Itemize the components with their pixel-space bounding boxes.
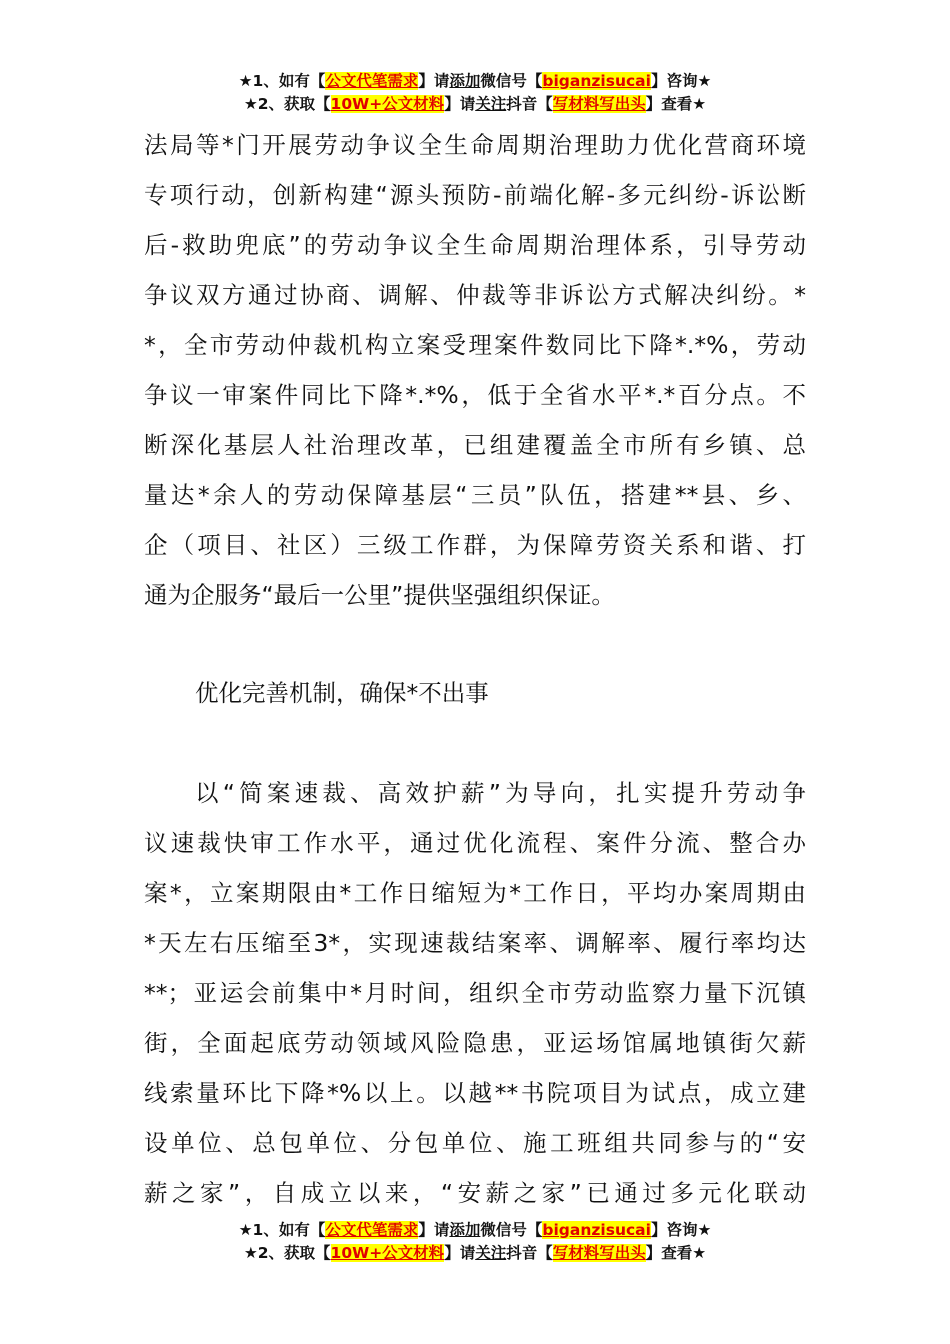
text-line: *，全市劳动仲裁机构立案受理案件数同比下降*.*%，劳动 bbox=[144, 331, 806, 359]
text: 】请 bbox=[418, 1221, 450, 1239]
footer-banner bbox=[0, 1219, 950, 1265]
underlined-text: 关注 bbox=[475, 95, 507, 113]
highlight-text: 公文代笔需求 bbox=[325, 1221, 419, 1239]
text: 】请 bbox=[444, 1244, 476, 1262]
text: ★1、如有【 bbox=[238, 1221, 326, 1239]
text: 】查看★ bbox=[645, 95, 707, 113]
highlight-text: 10W+公文材料 bbox=[330, 95, 445, 113]
underlined-text: 添加 bbox=[449, 72, 481, 90]
text-line: 设单位、总包单位、分包单位、施工班组共同参与的“安 bbox=[144, 1129, 806, 1157]
text-line: 通为企服务“最后一公里”提供坚强组织保证。 bbox=[144, 581, 615, 609]
text: ★2、获取【 bbox=[243, 95, 331, 113]
banner-line-2 bbox=[0, 93, 950, 116]
text-line: 以“简案速裁、高效护薪”为导向，扎实提升劳动争 bbox=[195, 779, 806, 807]
text: 抖音【 bbox=[506, 95, 553, 113]
banner-line-2 bbox=[0, 1242, 950, 1265]
text-line: 专项行动，创新构建“源头预防-前端化解-多元纠纷-诉讼断 bbox=[144, 181, 806, 209]
header-banner bbox=[0, 70, 950, 116]
text: ★2、获取【 bbox=[243, 1244, 331, 1262]
text: 】咨询★ bbox=[650, 72, 712, 90]
text-line: 后-救助兜底”的劳动争议全生命周期治理体系，引导劳动 bbox=[144, 231, 806, 259]
text-line: 薪之家”，自成立以来，“安薪之家”已通过多元化联动 bbox=[144, 1179, 806, 1207]
text-line: 争议一审案件同比下降*.*%，低于全省水平*.*百分点。不 bbox=[144, 381, 806, 409]
section-heading: 优化完善机制，确保*不出事 bbox=[195, 679, 489, 707]
highlight-text: 公文代笔需求 bbox=[325, 72, 419, 90]
text: 】查看★ bbox=[645, 1244, 707, 1262]
text-line: 议速裁快审工作水平，通过优化流程、案件分流、整合办 bbox=[144, 829, 806, 857]
text-line: 线索量环比下降*%以上。以越**书院项目为试点，成立建 bbox=[144, 1079, 806, 1107]
text-line: 企（项目、社区）三级工作群，为保障劳资关系和谐、打 bbox=[144, 531, 806, 559]
underlined-text: 关注 bbox=[475, 1244, 507, 1262]
banner-line-1 bbox=[0, 70, 950, 93]
text-line: 断深化基层人社治理改革，已组建覆盖全市所有乡镇、总 bbox=[144, 431, 806, 459]
text: 】咨询★ bbox=[650, 1221, 712, 1239]
text: 微信号【 bbox=[480, 72, 543, 90]
text-line: 街，全面起底劳动领域风险隐患，亚运场馆属地镇街欠薪 bbox=[144, 1029, 806, 1057]
underlined-text: 添加 bbox=[449, 1221, 481, 1239]
wechat-id: biganzisucai bbox=[542, 1221, 651, 1239]
highlight-text: 10W+公文材料 bbox=[330, 1244, 445, 1262]
text-line: 案*，立案期限由*工作日缩短为*工作日，平均办案周期由 bbox=[144, 879, 806, 907]
douyin-id: 写材料写出头 bbox=[552, 1244, 646, 1262]
douyin-id: 写材料写出头 bbox=[552, 95, 646, 113]
text: 】请 bbox=[418, 72, 450, 90]
text: 抖音【 bbox=[506, 1244, 553, 1262]
banner-line-1 bbox=[0, 1219, 950, 1242]
wechat-id: biganzisucai bbox=[542, 72, 651, 90]
text-line: 争议双方通过协商、调解、仲裁等非诉讼方式解决纠纷。* bbox=[144, 281, 806, 309]
text: 】请 bbox=[444, 95, 476, 113]
text-line: *天左右压缩至3*，实现速裁结案率、调解率、履行率均达 bbox=[144, 929, 806, 957]
text: ★1、如有【 bbox=[238, 72, 326, 90]
text-line: 法局等*门开展劳动争议全生命周期治理助力优化营商环境 bbox=[144, 131, 806, 159]
text: 微信号【 bbox=[480, 1221, 543, 1239]
text-line: 量达*余人的劳动保障基层“三员”队伍，搭建**县、乡、 bbox=[144, 481, 806, 509]
text-line: **；亚运会前集中*月时间，组织全市劳动监察力量下沉镇 bbox=[144, 979, 806, 1007]
